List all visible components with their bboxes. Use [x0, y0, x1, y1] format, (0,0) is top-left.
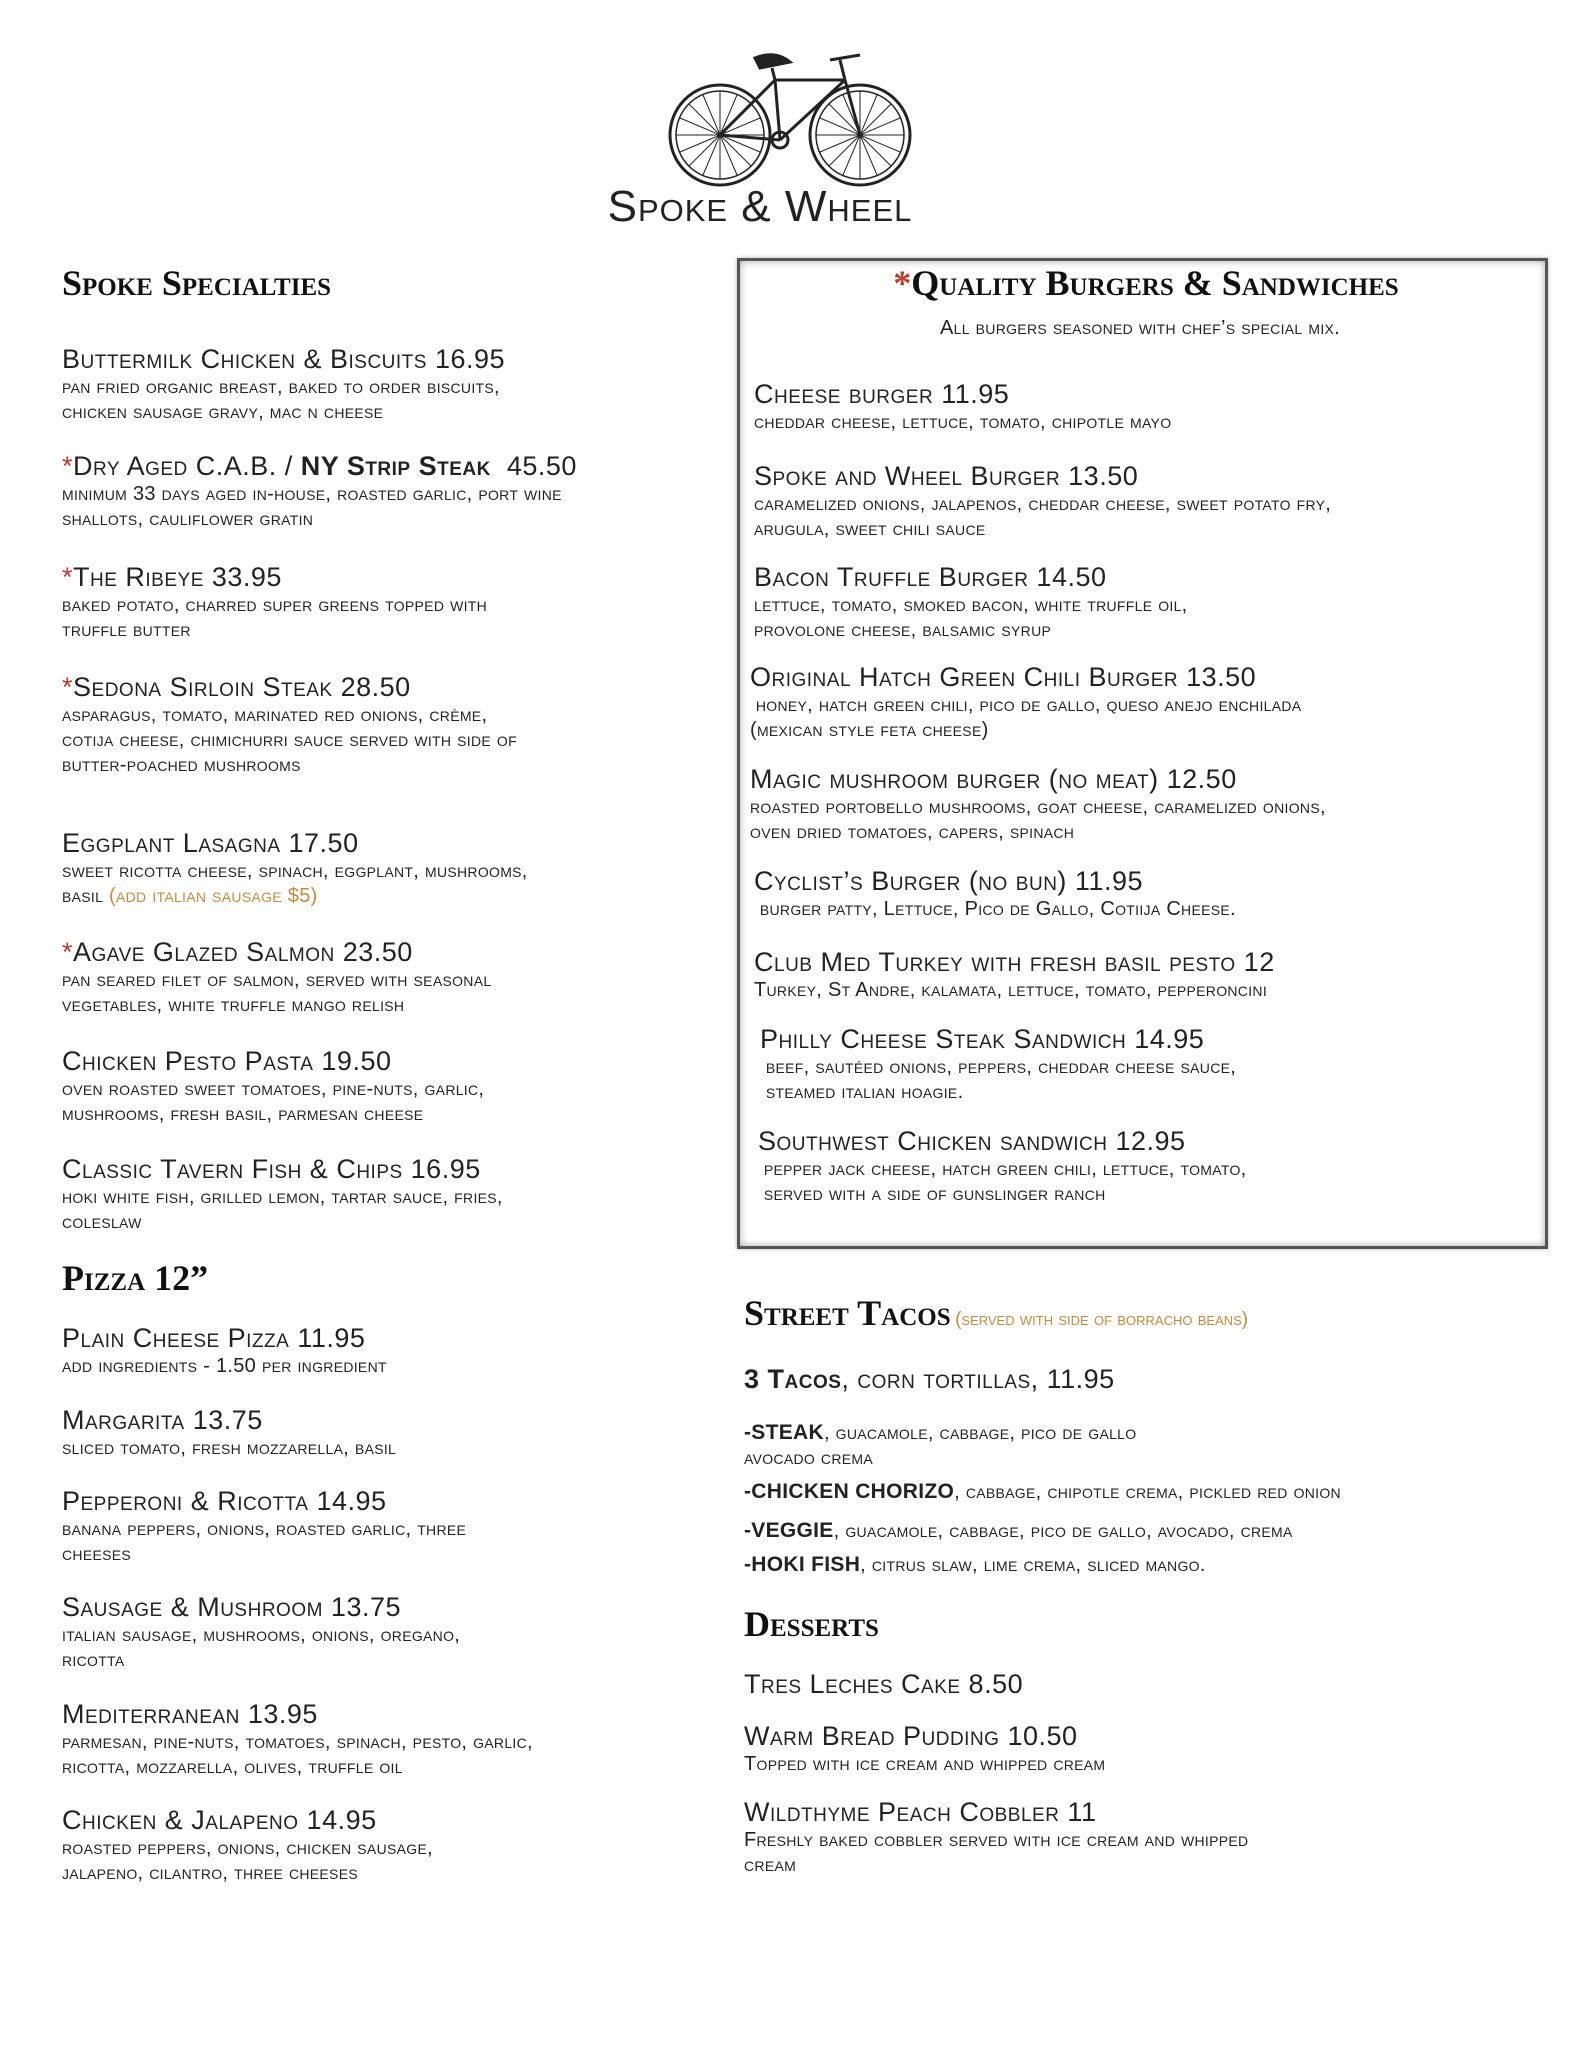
pizza-name: Chicken & Jalapeno 14.95: [62, 1805, 377, 1835]
burger-desc: served with a side of gunslinger ranch: [758, 1183, 1106, 1205]
specialty-desc: pan fried organic breast, baked to order biscuits,: [62, 376, 500, 398]
dessert-name: Warm Bread Pudding 10.50: [744, 1721, 1078, 1751]
specialty-item: [62, 827, 752, 909]
specialty-item: [62, 936, 752, 1018]
specialty-desc: cotija cheese, chimichurri sauce served with side of: [62, 729, 517, 751]
pizza-desc: ricotta, mozzarella, olives, truffle oil: [62, 1756, 403, 1778]
pizza-item: [62, 1485, 752, 1567]
burger-item: [750, 763, 1525, 845]
burger-item: [760, 1023, 1535, 1105]
taco-type: -VEGGIE: [744, 1519, 834, 1542]
burger-name: Original Hatch Green Chili Burger 13.50: [750, 662, 1257, 692]
specialty-desc: minimum 33 days aged in-house, roasted garlic, port wine: [62, 483, 562, 505]
specialty-name: [62, 671, 752, 703]
pizza-name: Mediterranean 13.95: [62, 1699, 318, 1729]
brand-name: Spoke & Wheel: [607, 182, 913, 231]
burger-item: [750, 661, 1525, 743]
specialty-name-text: Sedona Sirloin Steak 28.50: [73, 672, 411, 702]
specialty-name-text: Eggplant Lasagna 17.50: [62, 828, 359, 858]
tacos-title: Street Tacos: [744, 1293, 951, 1333]
specialty-item: [62, 561, 752, 643]
specialty-item: [62, 671, 752, 778]
dessert-name: Wildthyme Peach Cobbler 11: [744, 1797, 1097, 1827]
burger-item: [754, 946, 1529, 1003]
specialty-name-bold: NY Strip Steak: [300, 451, 491, 481]
specialty-desc: hoki white fish, grilled lemon, tartar sauce, fries,: [62, 1186, 503, 1208]
taco-toppings: , guacamole, cabbage, pico de gallo, avocado, crema: [833, 1520, 1293, 1542]
specialty-desc-text: basil: [62, 885, 110, 907]
taco-line: [744, 1420, 1544, 1446]
pizza-name: Sausage & Mushroom 13.75: [62, 1592, 401, 1622]
specialty-item: [62, 343, 752, 425]
burger-name: Bacon Truffle Burger 14.50: [754, 562, 1107, 592]
specialty-name: [62, 936, 752, 968]
burger-name: Spoke and Wheel Burger 13.50: [754, 461, 1139, 491]
specialty-name: [62, 827, 752, 859]
specialty-name-text: Agave Glazed Salmon 23.50: [73, 937, 413, 967]
specialty-desc: asparagus, tomato, marinated red onions, crème,: [62, 704, 488, 726]
specialty-item: [62, 1153, 752, 1235]
taco-item: [744, 1518, 1544, 1544]
specialty-name-post: 45.50: [490, 451, 577, 481]
specialty-name: [62, 561, 752, 593]
pizza-desc: parmesan, pine-nuts, tomatoes, spinach, pesto, garlic,: [62, 1731, 533, 1753]
specialty-name: [62, 1153, 752, 1185]
burger-desc: honey, hatch green chili, pico de gallo, queso anejo enchilada: [750, 694, 1302, 716]
taco-item: [744, 1552, 1544, 1578]
pizza-desc: add ingredients - 1.50 per ingredient: [62, 1355, 387, 1377]
burger-desc: caramelized onions, jalapenos, cheddar cheese, sweet potato fry,: [754, 493, 1332, 515]
taco-line: [744, 1552, 1544, 1578]
specialty-desc: shallots, cauliflower gratin: [62, 508, 314, 530]
taco-line: [744, 1518, 1544, 1544]
specialty-item: [62, 450, 752, 532]
specialty-name-text: The Ribeye 33.95: [73, 562, 282, 592]
burger-desc: cheddar cheese, lettuce, tomato, chipotle mayo: [754, 411, 1172, 433]
pizza-desc: roasted peppers, onions, chicken sausage,: [62, 1837, 433, 1859]
desserts-title: Desserts: [744, 1604, 879, 1644]
specialty-desc: mushrooms, fresh basil, parmesan cheese: [62, 1103, 424, 1125]
dessert-item: [744, 1668, 1544, 1700]
taco-line: [744, 1479, 1544, 1505]
specialty-desc: coleslaw: [62, 1211, 142, 1233]
burgers-title: [826, 262, 1466, 304]
pizza-name: Pepperoni & Ricotta 14.95: [62, 1486, 387, 1516]
burger-name: Cheese burger 11.95: [754, 379, 1010, 409]
dessert-item: [744, 1796, 1544, 1878]
burger-desc: beef, sautéed onions, peppers, cheddar cheese sauce,: [760, 1056, 1237, 1078]
burger-desc: pepper jack cheese, hatch green chili, lettuce, tomato,: [758, 1158, 1247, 1180]
tacos-intro-bold: 3 Tacos: [744, 1364, 842, 1394]
bicycle-icon: [660, 40, 920, 190]
specialty-name-text: Chicken Pesto Pasta 19.50: [62, 1046, 392, 1076]
taco-toppings: , cabbage, chipotle crema, pickled red onion: [954, 1481, 1341, 1503]
burger-desc: (mexican style feta cheese): [750, 719, 989, 741]
specialties-title: Spoke Specialties: [62, 263, 332, 303]
pizza-item: [62, 1698, 752, 1780]
tacos-intro: [744, 1363, 1115, 1395]
burger-name: Southwest Chicken sandwich 12.95: [758, 1126, 1186, 1156]
burger-desc: oven dried tomatoes, capers, spinach: [750, 821, 1075, 843]
burger-desc: provolone cheese, balsamic syrup: [754, 619, 1052, 641]
pizza-desc: ricotta: [62, 1649, 125, 1671]
burger-item: [758, 1125, 1533, 1207]
burger-item: [754, 561, 1529, 643]
dessert-desc: Topped with ice cream and whipped cream: [744, 1753, 1106, 1775]
specialty-desc: truffle butter: [62, 619, 191, 641]
burgers-star: *: [893, 263, 912, 303]
tacos-intro-rest: , corn tortillas, 11.95: [841, 1364, 1115, 1394]
burger-desc: Turkey, St Andre, kalamata, lettuce, tomato, pepperoncini: [754, 979, 1268, 1001]
pizza-title: Pizza 12”: [62, 1258, 209, 1298]
burger-name: Cyclist’s Burger (no bun) 11.95: [754, 866, 1143, 896]
pizza-item: [62, 1322, 752, 1379]
specialty-star: *: [62, 937, 74, 967]
tacos-header: [744, 1292, 1544, 1334]
specialty-star: *: [62, 672, 74, 702]
burger-desc: arugula, sweet chili sauce: [754, 518, 986, 540]
dessert-name: Tres Leches Cake 8.50: [744, 1669, 1024, 1699]
tacos-note: (served with side of borracho beans): [955, 1309, 1249, 1330]
specialty-desc: baked potato, charred super greens topped with: [62, 594, 488, 616]
specialty-desc: vegetables, white truffle mango relish: [62, 994, 405, 1016]
pizza-desc: sliced tomato, fresh mozzarella, basil: [62, 1437, 397, 1459]
specialty-desc: sweet ricotta cheese, spinach, eggplant, mushrooms,: [62, 860, 528, 882]
specialty-name-text: Buttermilk Chicken & Biscuits 16.95: [62, 344, 506, 374]
pizza-item: [62, 1804, 752, 1886]
pizza-desc: italian sausage, mushrooms, onions, oregano,: [62, 1624, 461, 1646]
specialty-desc: pan seared filet of salmon, served with seasonal: [62, 969, 492, 991]
pizza-item: [62, 1591, 752, 1673]
burger-desc: roasted portobello mushrooms, goat cheese, caramelized onions,: [750, 796, 1326, 818]
specialty-name: [62, 343, 752, 375]
taco-item: [744, 1420, 1544, 1471]
specialty-name-pre: Dry Aged C.A.B. /: [73, 451, 301, 481]
specialty-desc: butter-poached mushrooms: [62, 754, 301, 776]
burger-item: [754, 378, 1529, 435]
taco-toppings: , citrus slaw, lime crema, sliced mango.: [860, 1554, 1206, 1576]
taco-toppings: , guacamole, cabbage, pico de gallo: [823, 1422, 1137, 1444]
burger-desc: steamed italian hoagie.: [760, 1081, 964, 1103]
pizza-item: [62, 1404, 752, 1461]
pizza-desc: banana peppers, onions, roasted garlic, three: [62, 1518, 467, 1540]
dessert-desc: cream: [744, 1854, 797, 1876]
specialty-desc: chicken sausage gravy, mac n cheese: [62, 401, 384, 423]
burger-name: Club Med Turkey with fresh basil pesto 12: [754, 947, 1275, 977]
specialty-star: *: [62, 451, 74, 481]
specialty-item: [62, 1045, 752, 1127]
burger-item: [754, 865, 1529, 922]
specialty-desc: oven roasted sweet tomatoes, pine-nuts, garlic,: [62, 1078, 485, 1100]
burger-desc: burger patty, Lettuce, Pico de Gallo, Cotiija Cheese.: [754, 898, 1236, 920]
pizza-name: Plain Cheese Pizza 11.95: [62, 1323, 366, 1353]
dessert-item: [744, 1720, 1544, 1777]
burgers-subtitle: All burgers seasoned with chef’s special mix.: [939, 317, 1341, 339]
pizza-desc: cheeses: [62, 1543, 132, 1565]
burger-name: Magic mushroom burger (no meat) 12.50: [750, 764, 1237, 794]
taco-type: -CHICKEN CHORIZO: [744, 1480, 955, 1503]
pizza-name: Margarita 13.75: [62, 1405, 263, 1435]
taco-type: -HOKI FISH: [744, 1553, 861, 1576]
pizza-desc: jalapeno, cilantro, three cheeses: [62, 1862, 358, 1884]
specialty-name-text: Classic Tavern Fish & Chips 16.95: [62, 1154, 481, 1184]
specialty-name: [62, 450, 752, 482]
burgers-title-text: Quality Burgers & Sandwiches: [911, 263, 1399, 303]
burger-name: Philly Cheese Steak Sandwich 14.95: [760, 1024, 1205, 1054]
specialty-name: [62, 1045, 752, 1077]
taco-item: [744, 1479, 1544, 1505]
specialty-desc: [62, 884, 752, 909]
taco-type: -STEAK: [744, 1421, 824, 1444]
burger-item: [754, 460, 1529, 542]
specialty-star: *: [62, 562, 74, 592]
dessert-desc: Freshly baked cobbler served with ice cream and whipped: [744, 1829, 1249, 1851]
taco-toppings-cont: avocado crema: [744, 1447, 873, 1469]
specialty-addon-note: (add italian sausage $5): [109, 885, 318, 907]
burger-desc: lettuce, tomato, smoked bacon, white truffle oil,: [754, 594, 1188, 616]
